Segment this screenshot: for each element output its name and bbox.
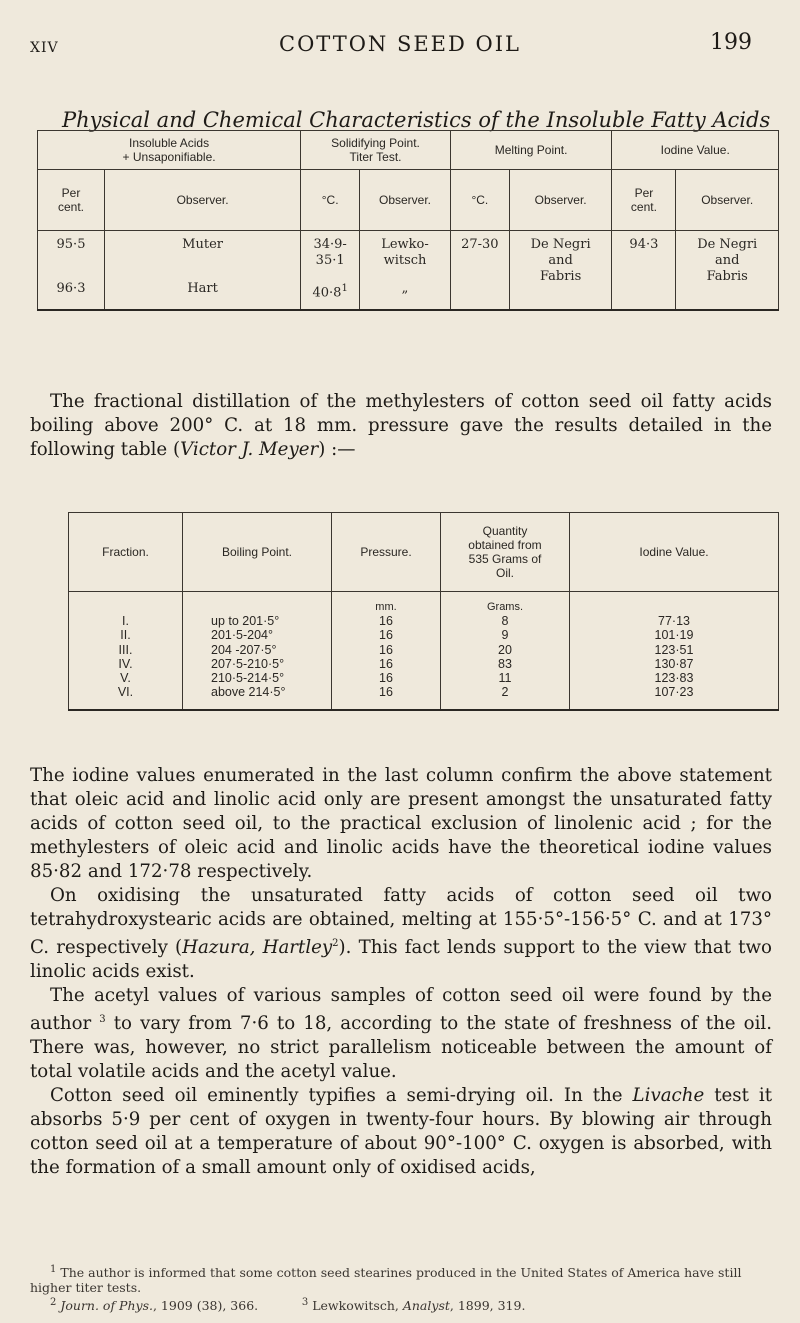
cell-observer: De Negri and Fabris	[676, 231, 779, 311]
paragraph-acetyl: The acetyl values of various samples of cotton seed oil were found by the author $^3$ to vary from 7·6 to 18, according to the state of freshness of the oil. There was, however, no strict parallelism noticeable between the amount of total volatile acids and the acetyl value.	[30, 985, 772, 1083]
col-iodine-value: Iodine Value.	[570, 513, 779, 592]
subheader-per-cent: Per cent.	[612, 170, 676, 231]
cell-observer: Lewko- witsch „	[360, 231, 451, 311]
subheader-degrees-c: °C.	[301, 170, 360, 231]
subheader-degrees-c: °C.	[450, 170, 509, 231]
header-melting-point: Melting Point.	[450, 131, 612, 170]
footnote-1: $^1$ The author is informed that some cotton seed stearines produced in the United States of America have still higher titer tests.	[30, 1264, 742, 1296]
col-pressure: Pressure.	[332, 513, 441, 592]
cell-iodine: 94·3	[612, 231, 676, 311]
running-title: COTTON SEED OIL	[279, 32, 521, 56]
running-header	[0, 30, 800, 60]
paragraph-oxidising: On oxidising the unsaturated fatty acids of cotton seed oil two tetrahydroxystearic acids are obtained, melting at 155·5°-156·5° C. and at 173° C. respectively (Hazura, Hartley$^2$). This fact lends support to the view that two linolic acids exist.	[30, 885, 772, 983]
boiling-points-column: up to 201·5° 201·5-204° 204 -207·5° 207·5-210·5° 210·5-214·5° above 214·5°	[183, 592, 332, 711]
footnotes	[30, 1262, 772, 1313]
header-iodine-value: Iodine Value.	[612, 131, 779, 170]
paragraph-iodine: The iodine values enumerated in the last column confirm the above statement that oleic acid and linolic acid only are present amongst the unsaturated fatty acids of cotton seed oil, to the practical exclusion of linolenic acid ; for the methylesters of oleic acid and linolic acids have the theoretical iodine values 85·82 and 172·78 respectively.	[30, 765, 772, 882]
section-number: XIV	[30, 40, 59, 56]
col-quantity: Quantity obtained from 535 Grams of Oil.	[441, 513, 570, 592]
col-fraction: Fraction.	[69, 513, 183, 592]
table-caption: Physical and Chemical Characteristics of the Insoluble Fatty Acids	[62, 108, 771, 132]
subheader-observer: Observer.	[360, 170, 451, 231]
cell-melting: 27-30	[450, 231, 509, 311]
cell-observer: De Negri and Fabris	[509, 231, 612, 311]
cell-per-cent: 95·5 96·3	[38, 231, 105, 311]
quantity-column: Grams. 8 9 20 83 11 2	[441, 592, 570, 711]
header-insoluble-acids: Insoluble Acids + Unsaponifiable.	[38, 131, 301, 170]
fraction-table	[68, 512, 779, 711]
insoluble-acids-table	[37, 130, 779, 311]
cell-observer: Muter Hart	[105, 231, 301, 311]
subheader-observer: Observer.	[509, 170, 612, 231]
col-boiling-point: Boiling Point.	[183, 513, 332, 592]
fractions-column: I. II. III. IV. V. VI.	[69, 592, 183, 711]
cell-titer: 34·9- 35·1 $40\cdot 8^1$	[301, 231, 360, 311]
body-text	[30, 764, 772, 1180]
subheader-per-cent: Per cent.	[38, 170, 105, 231]
paragraph-distillation: The fractional distillation of the methylesters of cotton seed oil fatty acids boiling above 200° C. at 18 mm. pressure gave the results detailed in the following table (Victor J. Meyer) :—	[30, 391, 772, 460]
footnote-2-3: $^2$ Journ. of Phys., 1909 (38), 366. $^3$ Lewkowitsch, Analyst, 1899, 319.	[50, 1297, 526, 1314]
subheader-observer: Observer.	[676, 170, 779, 231]
page-number: 199	[710, 30, 752, 55]
subheader-observer: Observer.	[105, 170, 301, 231]
header-solidifying-point: Solidifying Point. Titer Test.	[301, 131, 451, 170]
pressure-column: mm. 16 16 16 16 16 16	[332, 592, 441, 711]
paragraph-drying-oil: Cotton seed oil eminently typifies a semi-drying oil. In the Livache test it absorbs 5·9 per cent of oxygen in twenty-four hours. By blowing air through cotton seed oil at a temperature of about 90°-100° C. oxygen is absorbed, with the formation of a small amount only of oxidised acids,	[30, 1085, 773, 1179]
iodine-column: 77·13 101·19 123·51 130·87 123·83 107·23	[570, 592, 779, 711]
